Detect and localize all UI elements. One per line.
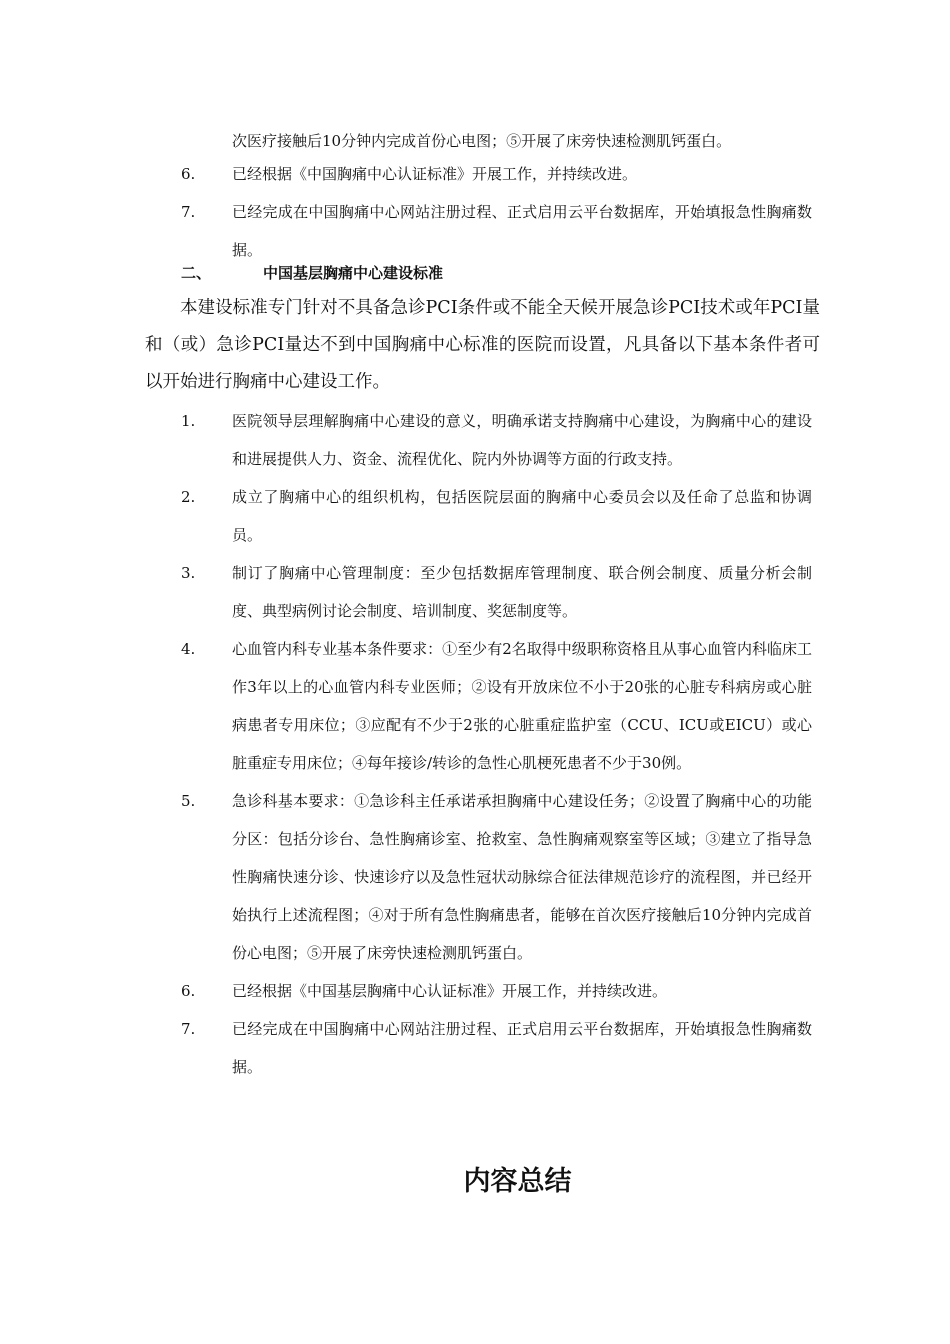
item-text: 已经完成在中国胸痛中心网站注册过程、正式启用云平台数据库，开始填报急性胸痛数据。	[232, 203, 812, 259]
item-text: 急诊科基本要求：①急诊科主任承诺承担胸痛中心建设任务；②设置了胸痛中心的功能分区：包括分诊台、急性胸痛诊室、抢救室、急性胸痛观察室等区域；③建立了指导急性胸痛快速分诊、快速诊疗以及急性冠状动脉综合征法律规范诊疗的流程图，并已经开始执行上述流程图；④对于所有急性胸痛患者，能够在首次医疗接触后10分钟内完成首份心电图；⑤开展了床旁快速检测肌钙蛋白。	[232, 792, 812, 962]
item-text: 已经根据《中国胸痛中心认证标准》开展工作，并持续改进。	[232, 165, 638, 183]
item-number: 1.	[181, 412, 196, 430]
item-number: 7.	[181, 203, 196, 221]
section-number: 二、	[181, 264, 212, 282]
item-text: 心血管内科专业基本条件要求：①至少有2名取得中级职称资格且从事心血管内科临床工作3年以上的心血管内科专业医师；②设有开放床位不小于20张的心脏专科病房或心脏病患者专用床位；③应配有不少于2张的心脏重症监护室（CCU、ICU或EICU）或心脏重症专用床位；④每年接诊/转诊的急性心肌梗死患者不少于30例。	[232, 640, 812, 772]
item-number: 2.	[181, 488, 196, 506]
item-number: 5.	[181, 792, 196, 810]
list-item	[0, 782, 950, 972]
continued-paragraph: 次医疗接触后10分钟内完成首份心电图；⑤开展了床旁快速检测肌钙蛋白。	[232, 132, 732, 150]
item-text: 制订了胸痛中心管理制度：至少包括数据库管理制度、联合例会制度、质量分析会制度、典型病例讨论会制度、培训制度、奖惩制度等。	[232, 564, 812, 620]
section-title: 中国基层胸痛中心建设标准	[263, 264, 444, 282]
item-number: 4.	[181, 640, 196, 658]
list-item	[0, 402, 950, 478]
list-item	[0, 630, 950, 782]
item-text: 成立了胸痛中心的组织机构，包括医院层面的胸痛中心委员会以及任命了总监和协调员。	[232, 488, 812, 544]
section-heading	[181, 258, 443, 288]
requirements-list	[0, 402, 950, 1086]
item-number: 3.	[181, 564, 196, 582]
item-text: 已经完成在中国胸痛中心网站注册过程、正式启用云平台数据库，开始填报急性胸痛数据。	[232, 1020, 812, 1076]
item-number: 6.	[181, 982, 196, 1000]
list-item	[0, 155, 950, 193]
list-item	[0, 1010, 950, 1086]
summary-title: 内容总结	[463, 1166, 572, 1197]
intro-paragraph: 本建设标准专门针对不具备急诊PCI条件或不能全天候开展急诊PCI技术或年PCI量和（或）急诊PCI量达不到中国胸痛中心标准的医院而设置，凡具备以下基本条件者可以开始进行胸痛中心建设工作。	[145, 298, 820, 392]
item-number: 6.	[181, 165, 196, 183]
item-text: 医院领导层理解胸痛中心建设的意义，明确承诺支持胸痛中心建设，为胸痛中心的建设和进展提供人力、资金、流程优化、院内外协调等方面的行政支持。	[232, 412, 812, 468]
top-list	[0, 155, 950, 269]
list-item	[0, 193, 950, 269]
list-item	[0, 478, 950, 554]
item-number: 7.	[181, 1020, 196, 1038]
item-text: 已经根据《中国基层胸痛中心认证标准》开展工作，并持续改进。	[232, 982, 668, 1000]
list-item	[0, 554, 950, 630]
list-item	[0, 972, 950, 1010]
